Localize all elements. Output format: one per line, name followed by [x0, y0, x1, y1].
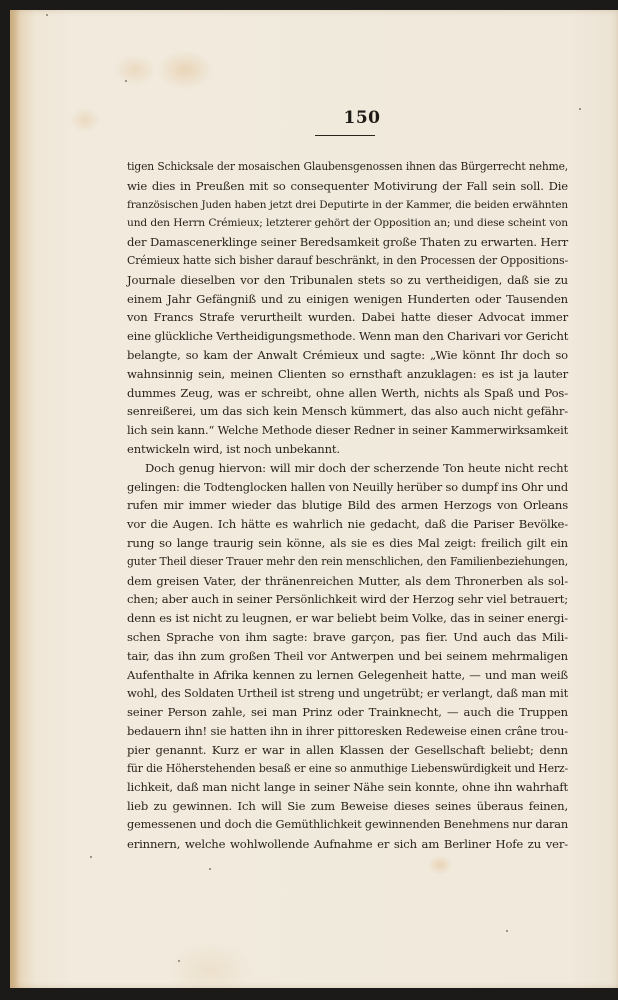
- text-line: Crémieux hatte sich bisher darauf beschränkt, in den Processen der Oppositions-: [127, 253, 568, 267]
- text-line: einem Jahr Gefängniß und zu einigen wenigen Hunderten oder Tausenden: [127, 291, 568, 306]
- text-line: schen Sprache von ihm sagte: brave garçon, pas fier. Und auch das Mili-: [127, 629, 568, 644]
- paper-speck: [506, 930, 508, 932]
- text-line: gelingen: die Todtenglocken hallen von Neuilly herüber so dumpf ins Ohr und: [127, 479, 569, 494]
- text-line: guter Theil dieser Trauer mehr den rein menschlichen, den Familienbeziehungen,: [127, 554, 568, 568]
- text-line: Journale dieselben vor den Tribunalen stets so zu vertheidigen, daß sie zu: [127, 272, 568, 287]
- paragraph-start-line: Doch genug hiervon: will mir doch der scherzende Ton heute nicht recht: [145, 460, 568, 475]
- text-line: seiner Person zahle, sei man Prinz oder Trainknecht, — auch die Truppen: [127, 705, 568, 720]
- text-line: eine glückliche Vertheidigungsmethode. Wenn man den Charivari vor Gericht: [127, 329, 569, 344]
- text-line: vor die Augen. Ich hätte es wahrlich nie gedacht, daß die Pariser Bevölke-: [127, 517, 568, 532]
- text-line: der Damascenerklinge seiner Beredsamkeit große Thaten zu erwarten. Herr: [127, 235, 568, 250]
- text-line: und den Herrn Crémieux; letzterer gehört der Opposition an; und diese scheint von: [127, 216, 568, 230]
- text-line: für die Höherstehenden besaß er eine so anmuthige Liebenswürdigkeit und Herz-: [127, 761, 568, 775]
- text-line: senreißerei, um das sich kein Mensch kümmert, das also auch nicht gefähr-: [127, 404, 568, 419]
- text-line: bedauern ihn! sie hatten ihn in ihrer pittoresken Redeweise einen crâne trou-: [127, 723, 568, 738]
- text-line: tair, das ihn zum großen Theil vor Antwerpen und bei seinem mehrmaligen: [127, 648, 568, 663]
- text-line: wahnsinnig sein, meinen Clienten so ernsthaft anzuklagen: es ist ja lauter: [127, 366, 568, 381]
- page-sheet: [10, 10, 618, 988]
- page-number-rule: [315, 135, 375, 136]
- text-line: wohl, des Soldaten Urtheil ist streng und ungetrübt; er verlangt, daß man mit: [127, 686, 568, 701]
- text-line: rufen mir immer wieder das blutige Bild des armen Herzogs von Orleans: [127, 498, 568, 513]
- paper-speck: [579, 108, 581, 110]
- text-line: pier genannt. Kurz er war in allen Klassen der Gesellschaft beliebt; denn: [127, 742, 568, 757]
- text-line: lieb zu gewinnen. Ich will Sie zum Beweise dieses seines überaus feinen,: [127, 799, 568, 814]
- text-line: chen; aber auch in seiner Persönlichkeit wird der Herzog sehr viel betrauert;: [127, 592, 569, 607]
- text-line: gemessenen und doch die Gemüthlichkeit gewinnenden Benehmens nur daran: [127, 817, 568, 831]
- paper-speck: [125, 80, 127, 82]
- text-line: lich sein kann.“ Welche Methode dieser Redner in seiner Kammerwirksamkeit: [127, 423, 568, 438]
- page-number: 150: [343, 108, 381, 128]
- paper-speck: [178, 960, 180, 962]
- paper-speck: [209, 868, 211, 870]
- text-line: denn es ist nicht zu leugnen, er war beliebt beim Volke, das in seiner energi-: [127, 611, 568, 626]
- paragraph-end-line: entwickeln wird, ist noch unbekannt.: [127, 441, 340, 456]
- text-line: dummes Zeug, was er schreibt, ohne allen Werth, nichts als Spaß und Pos-: [127, 385, 568, 400]
- text-line: von Francs Strafe verurtheilt wurden. Dabei hatte dieser Advocat immer: [127, 310, 568, 325]
- text-line: wie dies in Preußen mit so consequenter Motivirung der Fall sein soll. Die: [127, 178, 568, 193]
- text-line: rung so lange traurig sein könne, als sie es dies Mal zeigt: freilich gilt ein: [127, 535, 568, 550]
- text-line: lichkeit, daß man nicht lange in seiner Nähe sein konnte, ohne ihn wahrhaft: [127, 780, 568, 795]
- text-line: erinnern, welche wohlwollende Aufnahme er sich am Berliner Hofe zu ver-: [127, 836, 568, 851]
- text-line: dem greisen Vater, der thränenreichen Mutter, als dem Thronerben als sol-: [127, 573, 568, 588]
- text-line: französischen Juden haben jetzt drei Deputirte in der Kammer, die beiden erwähnten: [127, 198, 568, 211]
- body-text: [127, 158, 568, 853]
- text-line: belangte, so kam der Anwalt Crémieux und sagte: „Wie könnt Ihr doch so: [127, 347, 568, 362]
- text-line: tigen Schicksale der mosaischen Glaubensgenossen ihnen das Bürgerrecht nehme,: [127, 160, 568, 173]
- text-line: Aufenthalte in Afrika kennen zu lernen Gelegenheit hatte, — und man weiß: [127, 667, 568, 682]
- paper-speck: [46, 14, 48, 16]
- paper-speck: [90, 856, 92, 858]
